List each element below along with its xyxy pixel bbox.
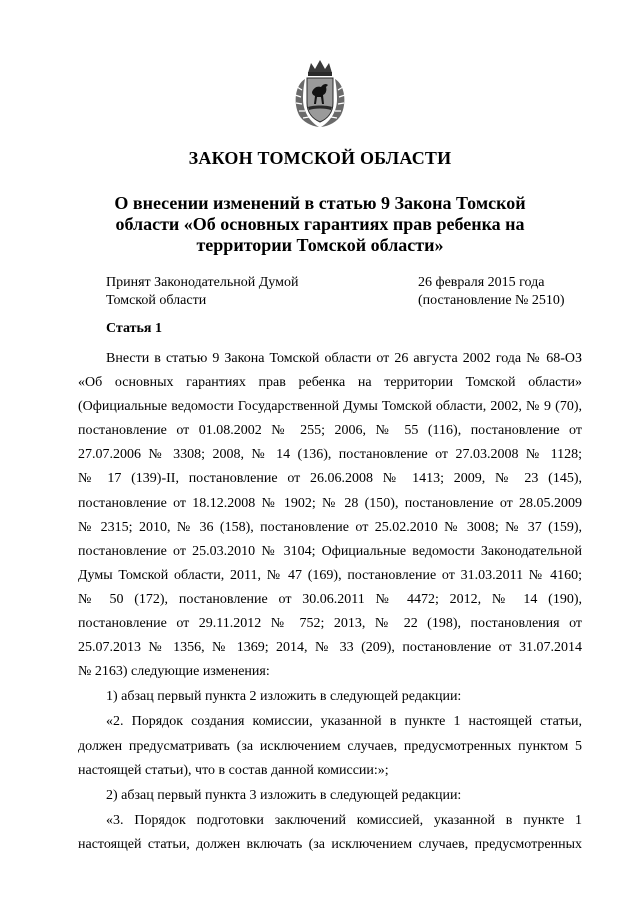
adoption-date [418, 274, 565, 310]
body-line: 25.07.2013 № 1356, № 1369; 2014, № 33 (209), постановление от 31.07.2014 [78, 640, 582, 656]
body-line: 27.07.2006 № 3308; 2008, № 14 (136), постановление от 27.03.2008 № 1128; [78, 447, 582, 463]
body-line: № 17 (139)-II, постановление от 26.06.2008 № 1413; 2009, № 23 (145), [78, 471, 582, 487]
body-line: постановление от 01.08.2002 № 255; 2006, № 55 (116), постановление от [78, 423, 582, 439]
body-line: № 50 (172), постановление от 30.06.2011 № 4472; 2012, № 14 (190), [78, 591, 582, 607]
adopted-by-line: Принят Законодательной Думой [106, 275, 299, 290]
body-line: постановление от 29.11.2012 № 752; 2013, № 22 (198), постановления от [78, 616, 582, 632]
body-line: постановление от 18.12.2008 № 1902; № 28 (150), постановление от 28.05.2009 [78, 495, 582, 511]
article-heading: Статья 1 [106, 321, 162, 336]
subtitle-line: территории Томской области» [196, 235, 444, 255]
subtitle-line: О внесении изменений в статью 9 Закона Томской [114, 193, 526, 213]
subtitle-line: области «Об основных гарантиях прав ребенка на [115, 214, 525, 234]
quoted-line: должен предусматривать (за исключением случаев, предусмотренных пунктом 5 [78, 738, 582, 754]
body-line: № 2163) следующие изменения: [78, 664, 270, 680]
quoted-line: «3. Порядок подготовки заключений комиссией, указанной в пункте 1 [106, 812, 582, 828]
body-line: № 2315; 2010, № 36 (158), постановление от 25.02.2010 № 3008; № 37 (159), [78, 519, 582, 535]
body-line: постановление от 25.03.2010 № 3104; Официальные ведомости Законодательной [78, 543, 582, 559]
coat-of-arms-icon [291, 59, 349, 129]
adopted-by [106, 274, 298, 310]
resolution-number: (постановление № 2510) [418, 293, 565, 308]
quoted-line: настоящей статьи), что в состав данной комиссии:»; [78, 762, 389, 778]
list-item: 2) абзац первый пункта 3 изложить в следующей редакции: [106, 787, 462, 803]
body-line: «Об основных гарантиях прав ребенка на территории Томской области» [78, 375, 582, 391]
list-item: 1) абзац первый пункта 2 изложить в следующей редакции: [106, 689, 462, 705]
body-line: Думы Томской области, 2011, № 47 (169), постановление от 31.03.2011 № 4160; [78, 567, 582, 583]
law-subtitle [60, 193, 580, 256]
quoted-line: «2. Порядок создания комиссии, указанной в пункте 1 настоящей статьи, [106, 714, 582, 730]
body-line: (Официальные ведомости Государственной Думы Томской области, 2002, № 9 (70), [78, 399, 582, 415]
article-body [78, 347, 582, 857]
quoted-line: настоящей статьи, должен включать (за исключением случаев, предусмотренных [78, 836, 582, 852]
body-line: Внести в статью 9 Закона Томской области от 26 августа 2002 года № 68-ОЗ [106, 351, 582, 366]
adoption-date-line: 26 февраля 2015 года [418, 275, 545, 290]
law-title: ЗАКОН ТОМСКОЙ ОБЛАСТИ [188, 148, 452, 168]
adopted-by-line: Томской области [106, 293, 207, 308]
